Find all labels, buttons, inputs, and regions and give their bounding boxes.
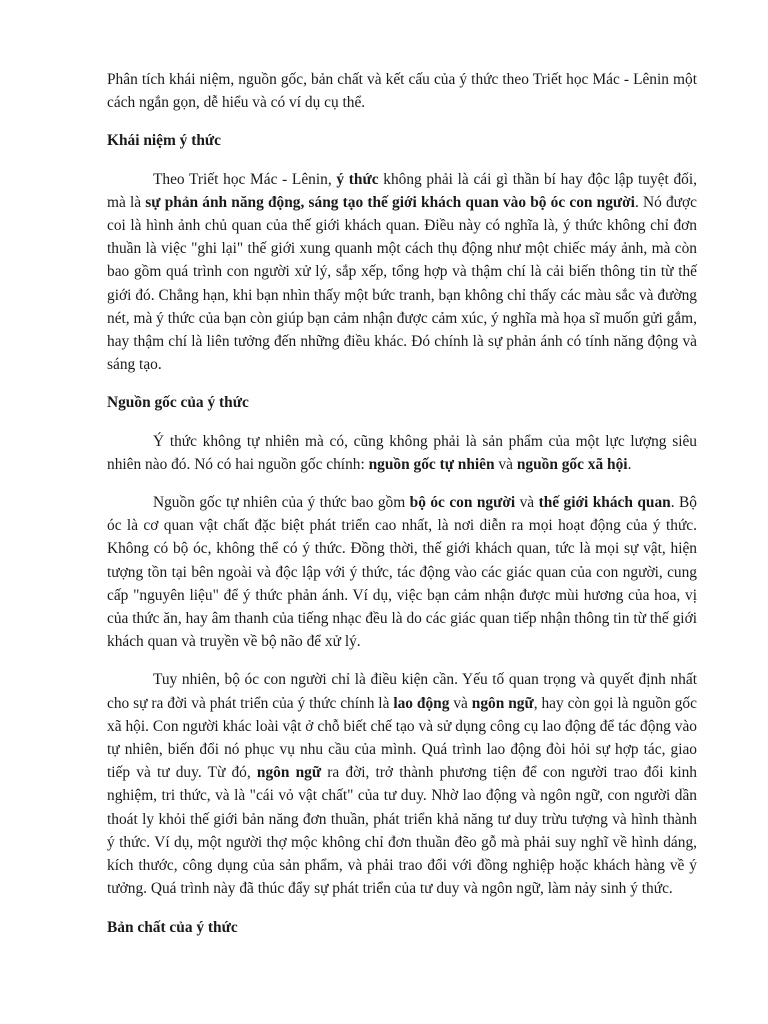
bold-term: ngôn ngữ bbox=[256, 764, 322, 782]
bold-term: ý thức bbox=[336, 170, 379, 188]
bold-term: nguồn gốc tự nhiên bbox=[368, 455, 495, 473]
bold-term: ngôn ngữ bbox=[471, 694, 534, 712]
intro-paragraph: Phân tích khái niệm, nguồn gốc, bản chất và kết cấu của ý thức theo Triết học Mác - Lênin một cách ngắn gọn, dễ hiểu và có ví dụ cụ thể. bbox=[107, 71, 697, 112]
bold-term: lao động bbox=[393, 694, 450, 712]
bold-term: bộ óc con người bbox=[409, 494, 516, 512]
paragraph-nguon-goc-tu-nhien: Nguồn gốc tự nhiên của ý thức bao gồm bộ óc con người và thế giới khách quan. Bộ óc là cơ quan vật chất đặc biệt phát triển cao nhất, là nơi diễn ra mọi hoạt động của ý thức. Không có bộ óc, không thể có ý thức. Đồng thời, thế giới khách quan, tức là mọi sự vật, hiện tượng tồn tại bên ngoài và độc lập với ý thức, tác động vào các giác quan của con người, cung cấp "nguyên liệu" để ý thức phản ánh. Ví dụ, việc bạn cảm nhận được mùi hương của hoa, vị của thức ăn, hay âm thanh của tiếng nhạc đều là do các giác quan tiếp nhận thông tin từ thế giới khách quan và truyền về bộ não để xử lý. bbox=[107, 494, 697, 651]
bold-definition: sự phản ánh năng động, sáng tạo thế giới khách quan vào bộ óc con người bbox=[145, 193, 635, 211]
paragraph-khai-niem: Theo Triết học Mác - Lênin, ý thức không phải là cái gì thần bí hay độc lập tuyệt đối, mà là sự phản ánh năng động, sáng tạo thế giới khách quan vào bộ óc con người. Nó được coi là hình ảnh chủ quan của thế giới khách quan. Điều này có nghĩa là, ý thức không chỉ đơn thuần là việc "ghi lại" thế giới xung quanh một cách thụ động như một chiếc máy ảnh, mà còn bao gồm quá trình con người xử lý, sắp xếp, tổng hợp và thậm chí là cải biến thông tin từ thế giới đó. Chẳng hạn, khi bạn nhìn thấy một bức tranh, bạn không chỉ thấy các màu sắc và đường nét, mà ý thức của bạn còn giúp bạn cảm nhận được cảm xúc, ý nghĩa mà họa sĩ muốn gửi gắm, hay thậm chí là liên tưởng đến những điều khác. Đó chính là sự phản ánh có tính năng động và sáng tạo. bbox=[107, 170, 697, 374]
bold-term: thế giới khách quan bbox=[538, 494, 671, 512]
section-heading-ban-chat: Bản chất của ý thức bbox=[107, 918, 238, 936]
section-heading-khai-niem: Khái niệm ý thức bbox=[107, 132, 221, 150]
paragraph-nguon-goc-xa-hoi: Tuy nhiên, bộ óc con người chỉ là điều kiện cần. Yếu tố quan trọng và quyết định nhất cho sự ra đời và phát triển của ý thức chính là lao động và ngôn ngữ, hay còn gọi là nguồn gốc xã hội. Con người khác loài vật ở chỗ biết chế tạo và sử dụng công cụ lao động để tác động vào tự nhiên, biến đổi nó phục vụ nhu cầu của mình. Quá trình lao động đòi hỏi sự hợp tác, giao tiếp và tư duy. Từ đó, ngôn ngữ ra đời, trở thành phương tiện để con người trao đổi kinh nghiệm, tri thức, và là "cái vỏ vật chất" của tư duy. Nhờ lao động và ngôn ngữ, con người dần thoát ly khỏi thế giới bản năng đơn thuần, phát triển khả năng tư duy trừu tượng và hình thành ý thức. Ví dụ, một người thợ mộc không chỉ đơn thuần đẽo gỗ mà phải suy nghĩ về hình dáng, kích thước, công dụng của sản phẩm, và phải trao đổi với đồng nghiệp hoặc khách hàng về ý tưởng. Quá trình này đã thúc đẩy sự phát triển của tư duy và ngôn ngữ, làm nảy sinh ý thức. bbox=[107, 671, 698, 898]
paragraph-nguon-goc-intro: Ý thức không tự nhiên mà có, cũng không phải là sản phẩm của một lực lượng siêu nhiên nào đó. Nó có hai nguồn gốc chính: nguồn gốc tự nhiên và nguồn gốc xã hội. bbox=[107, 432, 697, 473]
bold-term: nguồn gốc xã hội bbox=[516, 455, 628, 473]
document-page bbox=[107, 68, 697, 954]
section-heading-nguon-goc: Nguồn gốc của ý thức bbox=[107, 394, 249, 412]
